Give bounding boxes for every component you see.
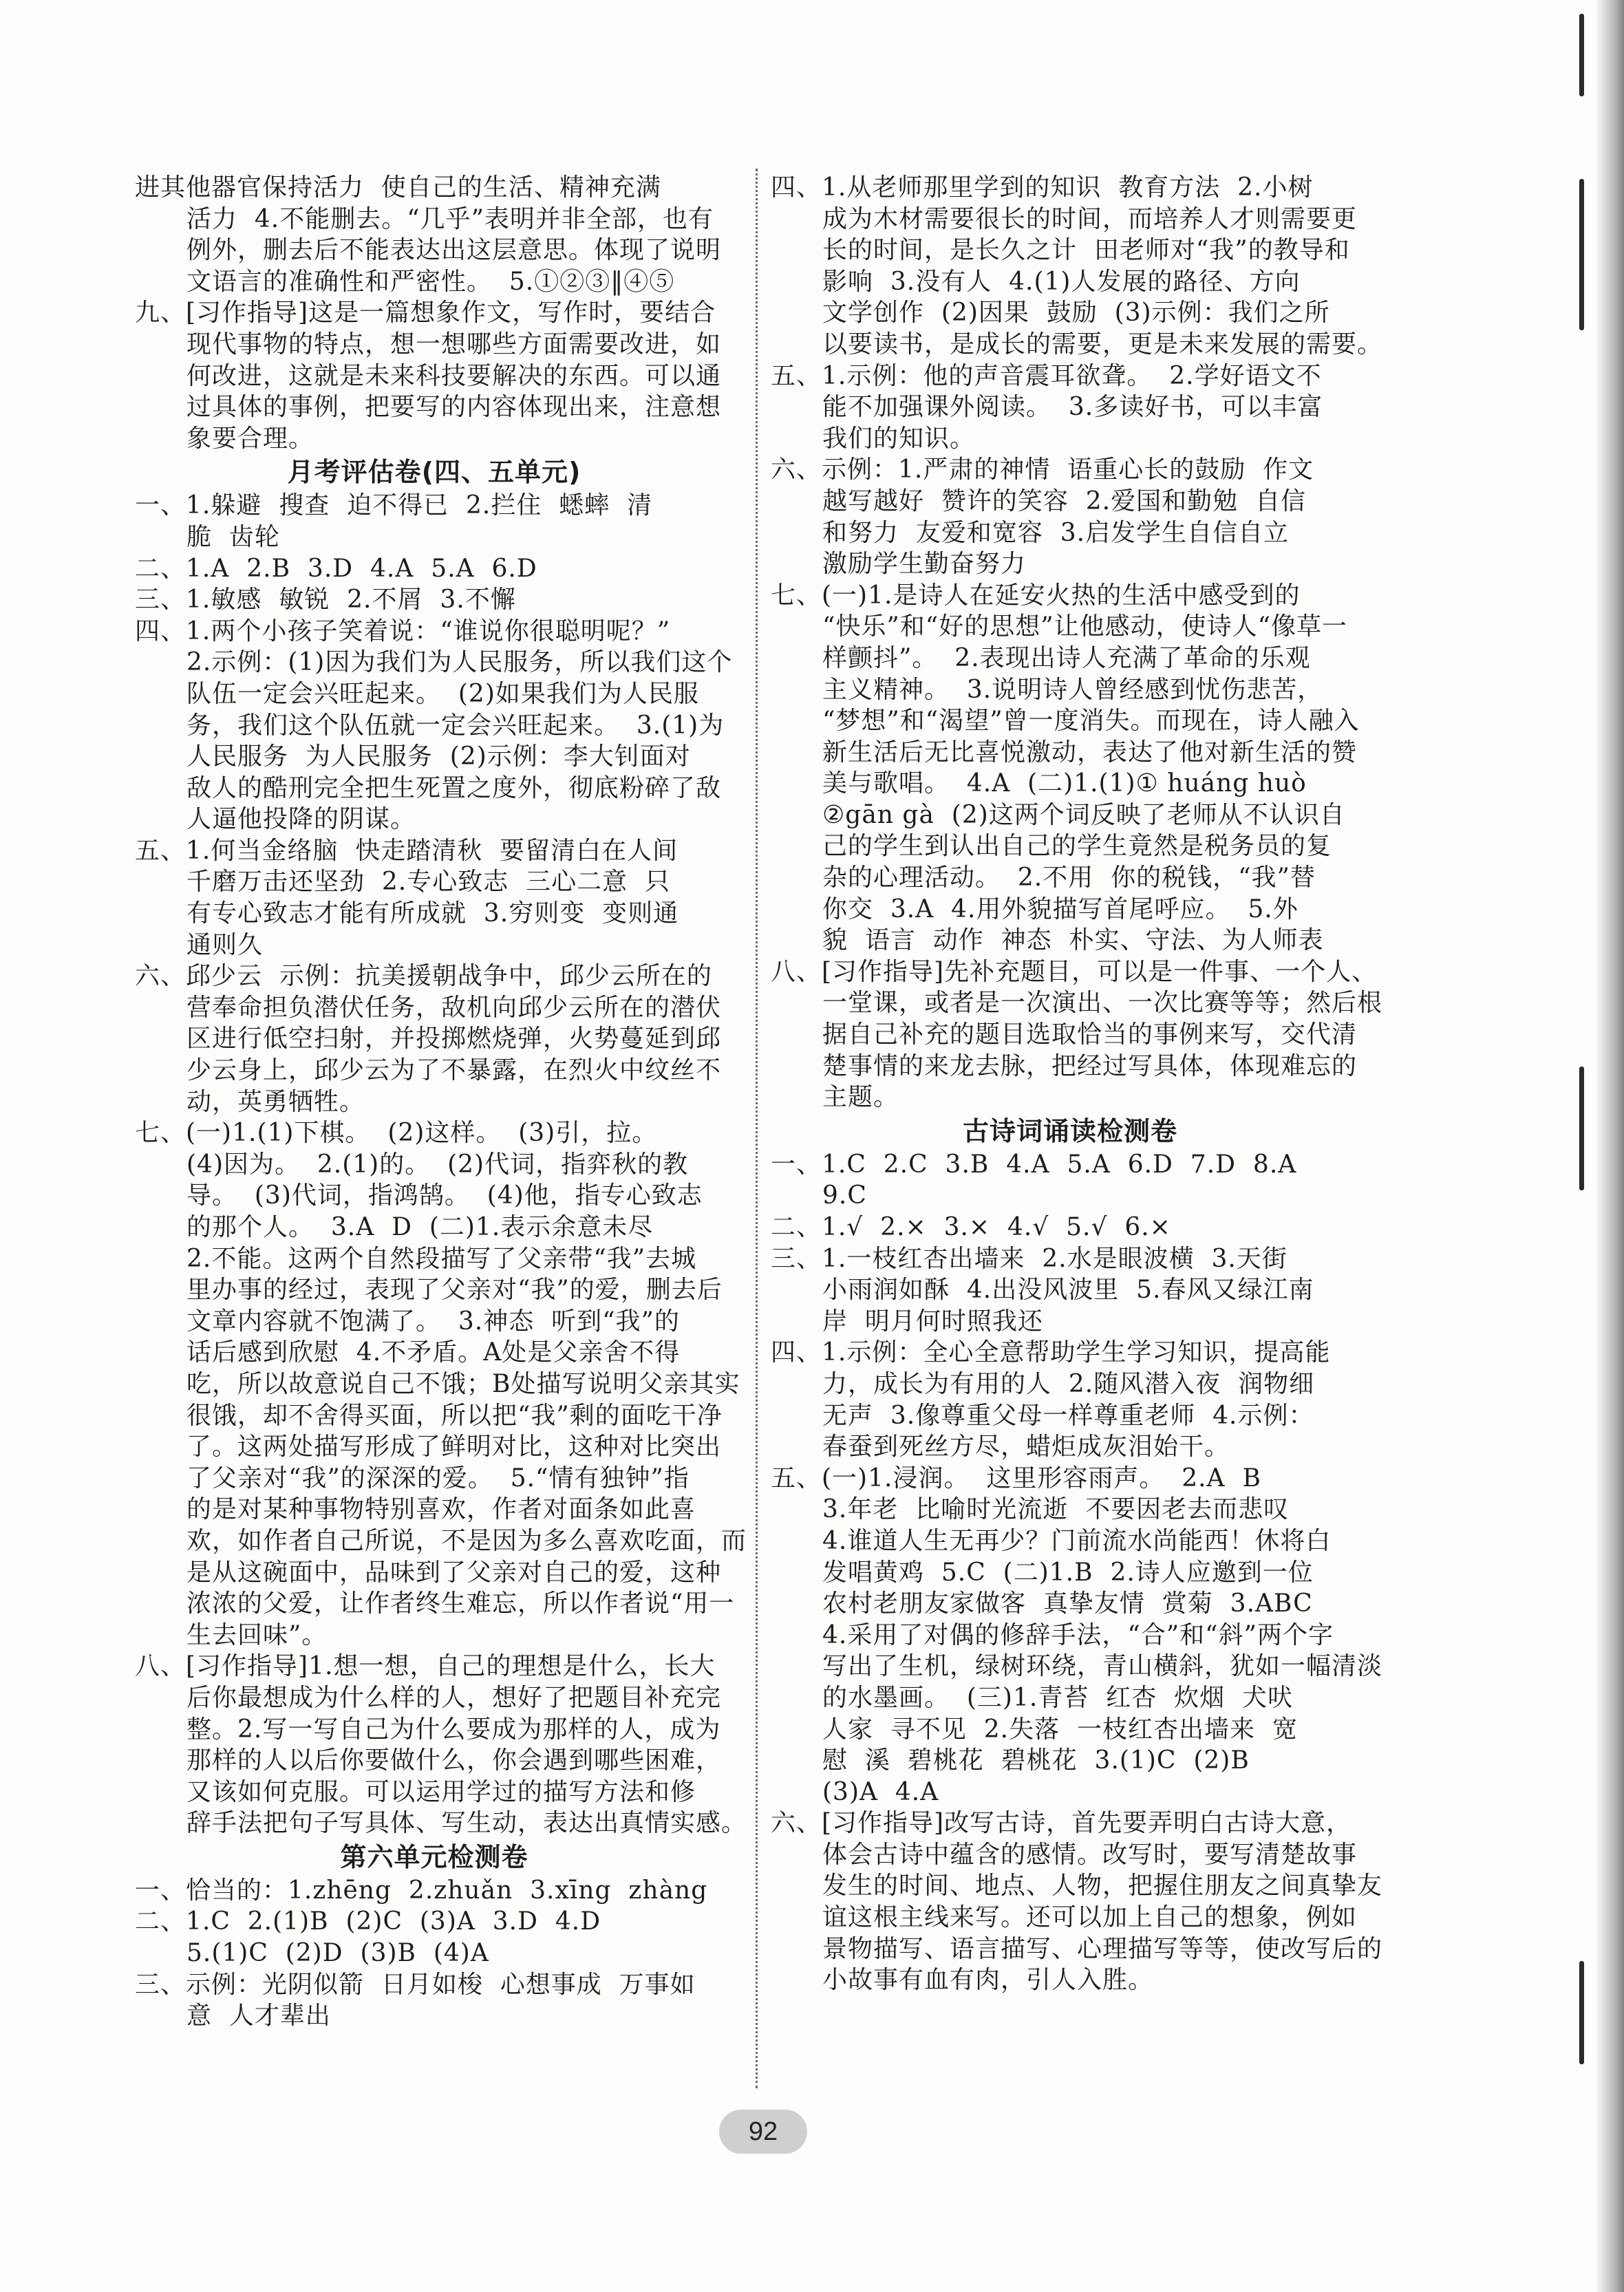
text-line: 了父亲对“我”的深深的爱。 5.“情有独钟”指 [186,1464,690,1492]
text-line: 9.C [822,1181,867,1210]
section-heading-monthly-test: 月考评估卷(四、五单元) [287,457,581,488]
text-line: 七、(一)1.(1)下棋。 (2)这样。 (3)引，拉。 [135,1119,658,1148]
text-line: 区进行低空扫射，并投掷燃烧弹，火势蔓延到邱 [186,1025,722,1053]
page-number: 92 [719,2110,807,2154]
text-line: 象要合理。 [186,424,314,453]
text-line: 脆 齿轮 [186,522,280,551]
scan-edge-shadow [1595,0,1624,2292]
text-line: 何改进，这就是未来科技要解决的东西。可以通 [186,361,722,390]
text-line: 三、1.一枝红杏出墙来 2.水是眼波横 3.天街 [771,1244,1288,1273]
text-line: 有专心致志才能有所成就 3.穷则变 变则通 [186,899,679,928]
text-line: 三、示例：光阴似箭 日月如梭 心想事成 万事如 [135,1970,696,1999]
section-heading-ancient-poetry-test: 古诗词诵读检测卷 [962,1115,1177,1146]
text-line: 能不加强课外阅读。 3.多读好书，可以丰富 [822,393,1323,422]
text-line: 小雨润如酥 4.出没风波里 5.春风又绿江南 [822,1276,1314,1305]
text-line: 成为木材需要很长的时间，而培养人才则需要更 [822,204,1358,233]
text-line: 的那个人。 3.A D (二)1.表示余意未尽 [186,1213,654,1241]
text-line: 貌 语言 动作 神态 朴实、守法、为人师表 [822,926,1324,955]
text-line: 六、[习作指导]改写古诗，首先要弄明白古诗大意， [771,1809,1352,1838]
text-line: 2.示例：(1)因为我们为人民服务，所以我们这个 [186,648,733,677]
text-line: 进其他器官保持活力 使自己的生活、精神充满 [135,173,661,202]
text-line: 人民服务 为人民服务 (2)示例：李大钊面对 [186,742,691,771]
text-line: 二、1.C 2.(1)B (2)C (3)A 3.D 4.D [135,1907,601,1936]
text-line: 后你最想成为什么样的人，想好了把题目补充完 [186,1683,722,1712]
text-line: 现代事物的特点，想一想哪些方面需要改进，如 [186,330,722,358]
text-line: 七、(一)1.是诗人在延安火热的生活中感受到的 [771,581,1301,610]
text-line: 动，英勇牺牲。 [186,1087,365,1116]
left-column [135,172,747,2032]
text-line: 一堂课，或者是一次演出、一次比赛等等；然后根 [822,989,1383,1018]
text-line: 影响 3.没有人 4.(1)人发展的路径、方向 [822,267,1301,296]
scan-edge-mark [1579,14,1584,96]
text-line: 无声 3.像尊重父母一样尊重老师 4.示例： [822,1401,1314,1430]
text-line: 样颤抖”。 2.表现出诗人充满了革命的乐观 [822,643,1311,672]
text-line: 发唱黄鸡 5.C (二)1.B 2.诗人应邀到一位 [822,1558,1314,1587]
text-line: 越写越好 赞许的笑容 2.爱国和勤勉 自信 [822,486,1307,515]
text-line: 四、1.两个小孩子笑着说：“谁说你很聪明呢？” [135,617,671,645]
text-line: 务，我们这个队伍就一定会兴旺起来。 3.(1)为 [186,711,725,740]
text-line: 人家 寻不见 2.失落 一枝红杏出墙来 宽 [822,1715,1298,1744]
text-line: 又该如何克服。可以运用学过的描写方法和修 [186,1777,696,1806]
text-line: 一、1.C 2.C 3.B 4.A 5.A 6.D 7.D 8.A [771,1150,1297,1179]
left-block-4 [135,1875,734,2032]
text-line: 文语言的准确性和严密性。 5.①②③‖④⑤ [186,267,675,296]
text-line: 四、1.从老师那里学到的知识 教育方法 2.小树 [771,173,1314,202]
text-line: 谊这根主线来写。还可以加上自己的想象，例如 [822,1903,1358,1932]
text-line: 活力 4.不能删去。“几乎”表明并非全部，也有 [186,204,714,233]
text-line: 楚事情的来龙去脉，把经过写具体，体现难忘的 [822,1051,1358,1080]
text-line: 很饿，却不舍得买面，所以把“我”剩的面吃干净 [186,1401,723,1430]
text-line: 九、[习作指导]这是一篇想象作文，写作时，要结合 [135,299,716,328]
text-line: 二、1.√ 2.× 3.× 4.√ 5.√ 6.× [771,1213,1171,1241]
text-line: 春蚕到死丝方尽，蜡炬成灰泪始干。 [822,1433,1230,1461]
text-line: 4.采用了对偶的修辞手法，“合”和“斜”两个字 [822,1620,1334,1649]
text-line: 和努力 友爱和宽容 3.启发学生自信自立 [822,518,1290,547]
text-line: 激励学生勤奋努力 [822,550,1027,579]
text-line: 八、[习作指导]1.想一想，自己的理想是什么，长大 [135,1652,716,1681]
text-line: 欢，如作者自己所说，不是因为多么喜欢吃面，而 [186,1526,747,1555]
scan-edge-mark [1579,179,1584,330]
text-line: 浓浓的父爱，让作者终生难忘，所以作者说“用一 [186,1589,735,1618]
text-line: 我们的知识。 [822,424,976,453]
text-line: 景物描写、语言描写、心理描写等等，使改写后的 [822,1934,1383,1963]
text-line: 了。这两处描写形成了鲜明对比，这种对比突出 [186,1433,722,1461]
text-line: 吃，所以故意说自己不饿；B处描写说明父亲其实 [186,1369,740,1398]
left-block-1 [135,172,734,297]
text-line: 美与歌唱。 4.A (二)1.(1)① huáng huò [822,769,1307,798]
text-line: 主题。 [822,1083,899,1112]
text-line: 营奉命担负潜伏任务，敌机向邱少云所在的潜伏 [186,993,722,1022]
section-heading-unit-six-test: 第六单元检测卷 [340,1841,528,1872]
text-line: 一、恰当的：1.zhēng 2.zhuǎn 3.xīng zhàng [135,1876,708,1905]
column-divider [756,169,758,2088]
text-line: 写出了生机，绿树环绕，青山横斜，犹如一幅清淡 [822,1652,1383,1681]
text-line: 一、1.躲避 搜查 迫不得已 2.拦住 蟋蟀 清 [135,491,653,520]
right-column [771,172,1383,1996]
text-line: 二、1.A 2.B 3.D 4.A 5.A 6.D [135,554,537,583]
text-line: 过具体的事例，把要写的内容体现出来，注意想 [186,393,722,422]
text-line: ②gān gà (2)这两个词反映了老师从不认识自 [822,800,1345,829]
text-line: 的水墨画。 (三)1.青苔 红杏 炊烟 犬吠 [822,1683,1293,1712]
text-line: (4)因为。 2.(1)的。 (2)代词，指弈秋的教 [186,1150,689,1179]
text-line: 4.谁道人生无再少？门前流水尚能西！休将白 [822,1526,1332,1555]
text-line: 2.不能。这两个自然段描写了父亲带“我”去城 [186,1244,697,1273]
text-line: 你交 3.A 4.用外貌描写首尾呼应。 5.外 [822,895,1299,923]
text-line: 里办事的经过，表现了父亲对“我”的爱，删去后 [186,1276,723,1305]
text-line: 农村老朋友家做客 真挚友情 赏菊 3.ABC [822,1589,1313,1618]
text-line: 少云身上，邱少云为了不暴露，在烈火中纹丝不 [186,1056,722,1085]
text-line: 队伍一定会兴旺起来。 (2)如果我们为人民服 [186,679,699,708]
text-line: 那样的人以后你要做什么，你会遇到哪些困难， [186,1746,722,1775]
text-line: 3.年老 比喻时光流逝 不要因老去而悲叹 [822,1495,1290,1524]
text-line: 五、1.示例：他的声音震耳欲聋。 2.学好语文不 [771,361,1322,390]
text-line: 四、1.示例：全心全意帮助学生学习知识，提高能 [771,1338,1331,1367]
text-line: 五、1.何当金络脑 快走踏清秋 要留清白在人间 [135,836,679,865]
text-line: 人逼他投降的阴谋。 [186,805,416,834]
text-line: 八、[习作指导]先补充题目，可以是一件事、一个人、 [771,957,1378,986]
text-line: 导。 (3)代词，指鸿鹄。 (4)他，指专心致志 [186,1181,703,1210]
text-line: 话后感到欣慰 4.不矛盾。A处是父亲舍不得 [186,1338,681,1367]
scan-edge-mark [1579,1067,1584,1190]
text-line: “快乐”和“好的思想”让他感动，使诗人“像草一 [822,612,1348,641]
text-line: 杂的心理活动。 2.不用 你的税钱，“我”替 [822,864,1316,892]
text-line: 慰 溪 碧桃花 碧桃花 3.(1)C (2)B [822,1746,1250,1775]
text-line: 新生活后无比喜悦激动，表达了他对新生活的赞 [822,738,1358,767]
left-block-3 [135,490,747,1839]
text-line: 整。2.写一写自己为什么要成为那样的人，成为 [186,1715,721,1744]
left-block-2 [135,297,734,454]
text-line: 主义精神。 3.说明诗人曾经感到忧伤悲苦， [822,675,1323,704]
text-line: 文学创作 (2)因果 鼓励 (3)示例：我们之所 [822,299,1330,328]
text-line: 力，成长为有用的人 2.随风潜入夜 润物细 [822,1369,1315,1398]
text-line: 以要读书，是成长的需要，更是未来发展的需要。 [822,330,1383,358]
text-line: 生去回味”。 [186,1620,328,1649]
text-line: 五、(一)1.浸润。 这里形容雨声。 2.A B [771,1464,1261,1492]
text-line: “梦想”和“渴望”曾一度消失。而现在，诗人融入 [822,707,1360,736]
text-line: 5.(1)C (2)D (3)B (4)A [186,1939,489,1968]
text-line: 体会古诗中蕴含的感情。改写时，要写清楚故事 [822,1840,1358,1869]
text-line: 通则久 [186,930,264,959]
text-line: 发生的时间、地点、人物，把握住朋友之间真挚友 [822,1872,1383,1900]
text-line: 文章内容就不饱满了。 3.神态 听到“我”的 [186,1307,680,1336]
text-line: 是从这碗面中，品味到了父亲对自己的爱，这种 [186,1558,722,1587]
text-line: 据自己补充的题目选取恰当的事例来写，交代清 [822,1020,1358,1049]
right-block-2 [771,1149,1383,1996]
text-line: 例外，删去后不能表达出这层意思。体现了说明 [186,236,722,265]
text-line: 岸 明月何时照我还 [822,1307,1043,1336]
text-line: (3)A 4.A [822,1777,939,1806]
right-block-1 [771,172,1383,1113]
text-line: 辞手法把句子写具体、写生动，表达出真情实感。 [186,1809,747,1838]
text-line: 的是对某种事物特别喜欢，作者对面条如此喜 [186,1495,696,1524]
text-line: 长的时间，是长久之计 田老师对“我”的教导和 [822,236,1350,265]
text-line: 意 人才辈出 [186,2002,331,2031]
scan-edge-mark [1579,1961,1584,2064]
text-line: 敌人的酷刑完全把生死置之度外，彻底粉碎了敌 [186,773,722,802]
text-line: 六、示例：1.严肃的神情 语重心长的鼓励 作文 [771,456,1314,484]
text-line: 己的学生到认出自己的学生竟然是税务员的复 [822,832,1332,861]
text-line: 千磨万击还坚劲 2.专心致志 三心二意 只 [186,868,671,897]
text-line: 三、1.敏感 敏锐 2.不屑 3.不懈 [135,586,516,614]
text-line: 小故事有血有肉，引人入胜。 [822,1966,1154,1995]
text-line: 六、邱少云 示例：抗美援朝战争中，邱少云所在的 [135,962,712,991]
